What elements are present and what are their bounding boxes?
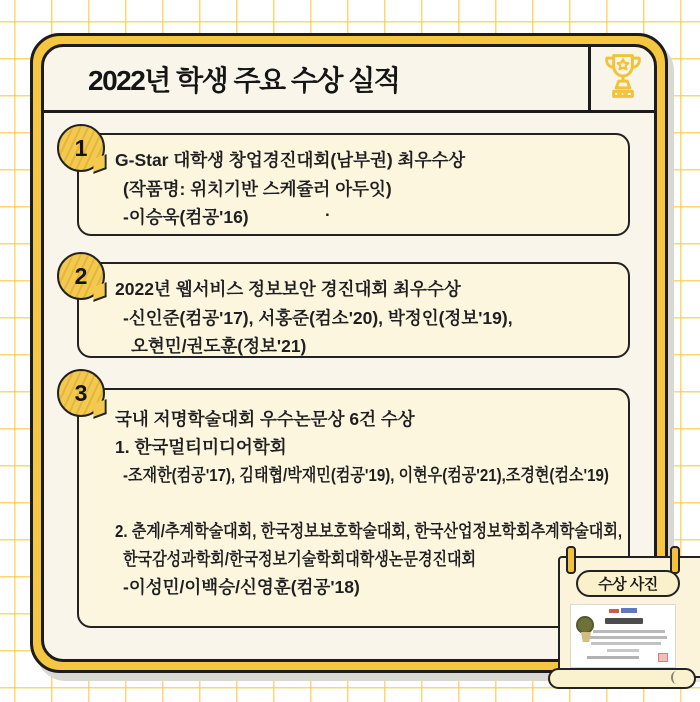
trophy-icon (600, 49, 646, 108)
page-title: 2022년 학생 주요 수상 실적 (88, 64, 400, 96)
trophy-cell (588, 47, 654, 110)
award-line: -조재한(컴공'17), 김태협/박재민(컴공'19), 이현우(컴공'21),조경현(컴소'19) (123, 465, 609, 485)
award-2-text (79, 264, 628, 369)
badge-3-label: 3 (74, 379, 88, 406)
award-line: 2022년 웹서비스 정보보안 경진대회 최우수상 (115, 279, 461, 299)
award-line: 국내 저명학술대회 우수논문상 6건 수상 (115, 409, 415, 429)
award-photo-note (548, 546, 700, 702)
stray-period-mark: . (325, 201, 330, 220)
award-line: 한국감성과학회/한국정보기술학회대학생논문경진대회 (123, 549, 477, 569)
certificate-title-line (605, 618, 643, 624)
ribbon-rosette-icon (576, 616, 594, 634)
certificate-text-line (585, 636, 667, 639)
badge-number-3 (57, 369, 105, 417)
award-line: -이승욱(컴공'16) (123, 207, 249, 227)
certificate-stamp (658, 653, 668, 662)
award-3-text (79, 390, 628, 609)
certificate-text-line (591, 642, 661, 645)
badge-number-1 (57, 124, 105, 172)
badge-number-2 (57, 252, 105, 300)
certificate-thumbnail (570, 604, 676, 668)
blank-line (115, 489, 618, 517)
ribbon-tails-icon (581, 632, 591, 642)
award-line: -신인준(컴공'17), 서홍준(컴소'20), 박정인(정보'19), (123, 307, 513, 328)
award-line: -이성민/이백승/신영훈(컴공'18) (123, 577, 360, 597)
award-line: 오현민/권도훈(정보'21) (131, 336, 307, 356)
pushpin-icon (670, 546, 680, 574)
certificate-logo-blue (621, 608, 637, 613)
panel-header (44, 47, 654, 113)
award-card-2 (74, 262, 630, 358)
award-line: 2. 춘계/추계학술대회, 한국정보보호학술대회, 한국산업정보학회추계학술대회, (115, 521, 623, 541)
badge-2-label: 2 (74, 262, 88, 289)
note-paper (558, 556, 700, 678)
award-line: G-Star 대학생 창업경진대회(남부권) 최우수상 (115, 150, 466, 170)
award-line: 1. 한국멀티미디어학회 (115, 437, 287, 457)
certificate-date-line (607, 649, 639, 652)
certificate-signature-line (587, 656, 639, 659)
award-line: (작품명: 위치기반 스케쥴러 아두잇) (123, 178, 392, 199)
award-1-text (79, 135, 628, 240)
certificate-logo-red (609, 609, 619, 613)
badge-1-label: 1 (74, 134, 88, 161)
award-card-1 (74, 133, 630, 236)
photo-note-label: 수상 사진 (576, 570, 680, 597)
certificate-text-line (593, 630, 665, 633)
pushpin-icon (566, 546, 576, 574)
note-scroll-band (548, 668, 696, 689)
